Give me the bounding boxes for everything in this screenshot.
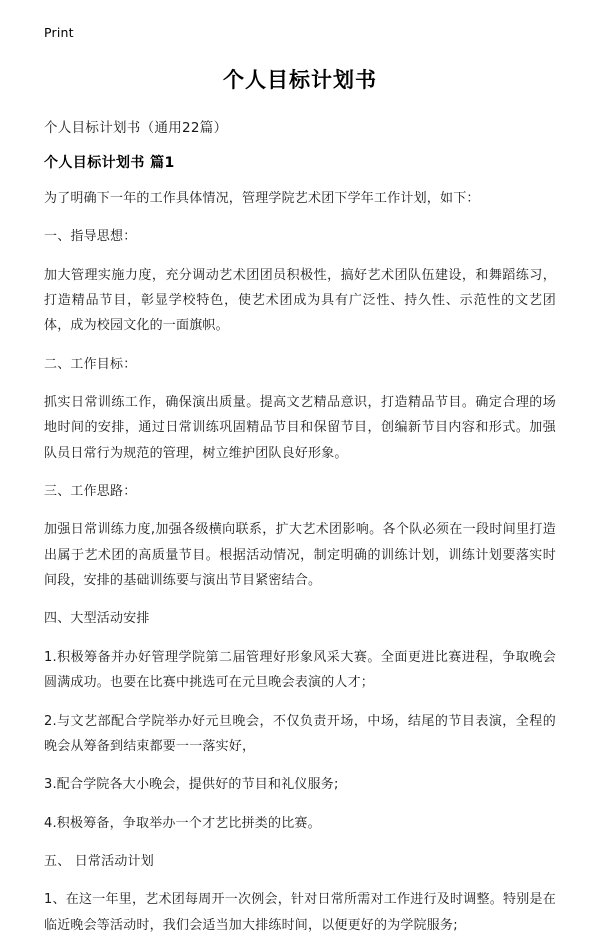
paragraph: 一、指导思想： [44, 229, 137, 245]
document-subtitle: 个人目标计划书（通用22篇） [44, 120, 228, 136]
paragraph: 加强日常训练力度,加强各级横向联系，扩大艺术团影响。各个队必须在一段时间里打造出属于艺术团的高质量节目。根据活动情况，制定明确的训练计划，训练计划要落实时间段，安排的基础训练要与演出节目紧密结合。 [44, 522, 556, 589]
paragraph: 2.与文艺部配合学院举办好元旦晚会，不仅负责开场，中场，结尾的节目表演，全程的晚会从筹备到结束都要一一落实好， [44, 713, 556, 754]
section-heading: 个人目标计划书 篇1 [44, 155, 175, 171]
page-title: 个人目标计划书 [223, 68, 377, 92]
paragraph: 五、 日常活动计划 [44, 853, 154, 869]
paragraph: 1、在这一年里，艺术团每周开一次例会，针对日常所需对工作进行及时调整。特别是在临近晚会等活动时，我们会适当加大排练时间，以便更好的为学院服务; [44, 892, 556, 933]
paragraph: 加大管理实施力度，充分调动艺术团团员积极性，搞好艺术团队伍建设，和舞蹈练习，打造精品节目，彰显学校特色，使艺术团成为具有广泛性、持久性、示范性的文艺团体，成为校园文化的一面旗帜。 [44, 267, 556, 334]
paragraph: 1.积极筹备并办好管理学院第二届管理好形象风采大赛。全面更进比赛进程，争取晚会圆满成功。也要在比赛中挑选可在元旦晚会表演的人才； [44, 649, 556, 691]
paragraph: 三、工作思路： [44, 484, 137, 500]
paragraph: 3.配合学院各大小晚会，提供好的节目和礼仪服务; [44, 777, 339, 793]
paragraph: 4.积极筹备，争取举办一个才艺比拼类的比赛。 [44, 815, 321, 831]
paragraph: 四、大型活动安排 [44, 611, 150, 627]
print-button[interactable]: Print [44, 25, 74, 40]
paragraph: 抓实日常训练工作，确保演出质量。提高文艺精品意识，打造精品节目。确定合理的场地时间的安排，通过日常训练巩固精品节目和保留节目，创编新节目内容和形式。加强队员日常行为规范的管理，树立维护团队良好形象。 [44, 395, 556, 461]
paragraph: 为了明确下一年的工作具体情况，管理学院艺术团下学年工作计划，如下： [44, 191, 480, 206]
paragraph: 二、工作目标： [44, 356, 137, 372]
